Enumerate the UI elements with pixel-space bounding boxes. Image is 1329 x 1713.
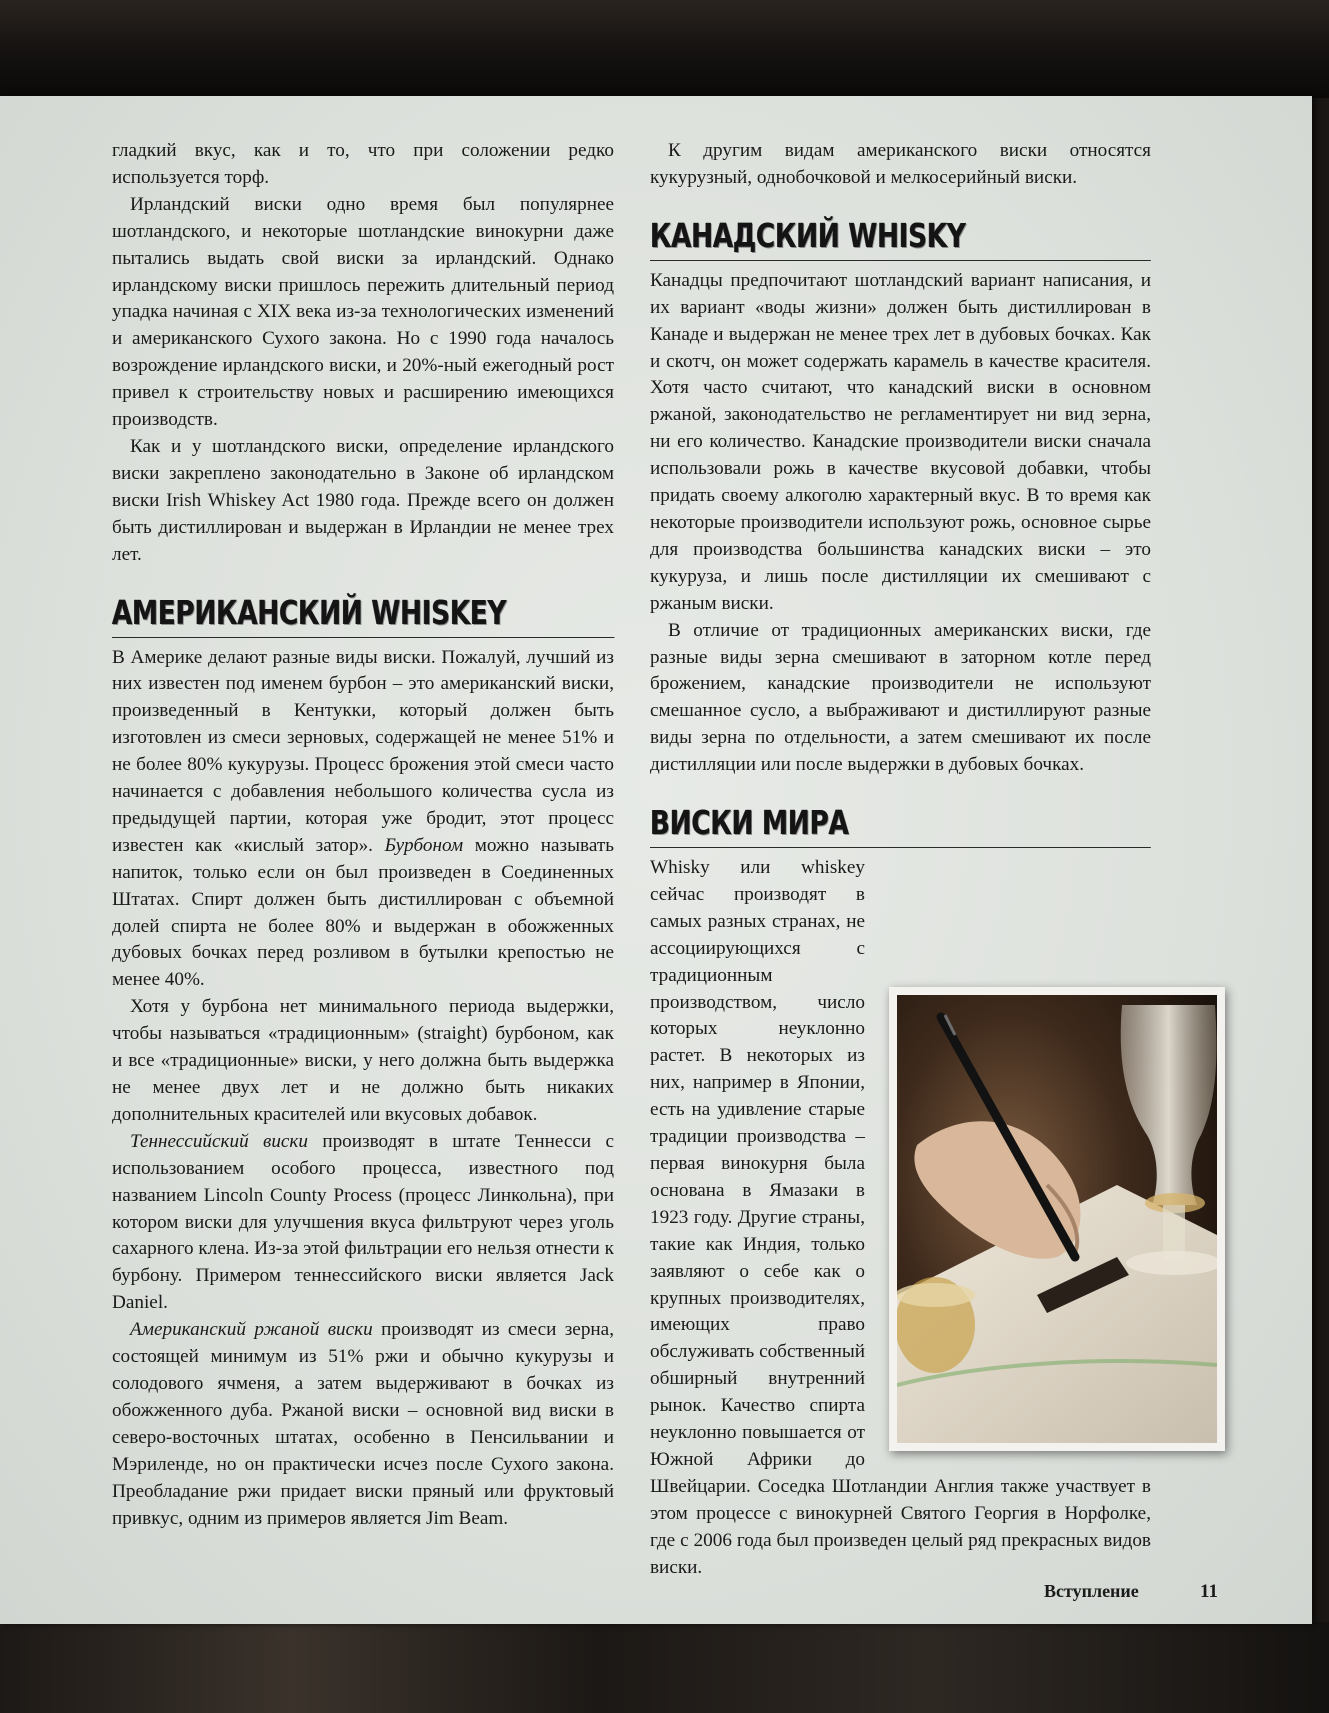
- p4-text-b: можно называть напиток, только если он был произведен в Соединенных Штатах. Спирт должен быть дистиллирован с объемной долей спирта не более 80% и выдержан в обожженных дубовых бочках перед розливом в бутылки крепостью не менее 40%.: [112, 834, 614, 991]
- left-paragraph-6: [112, 1129, 614, 1317]
- world-whisky-heading: ВИСКИ МИРА: [650, 803, 1151, 848]
- page-number: 11: [1200, 1581, 1218, 1602]
- right-paragraph-2: Канадцы предпочитают шотландский вариант написания, и их вариант «воды жизни» должен быть дистиллирован в Канаде и выдержан не менее трех лет в дубовых бочках. Как и скотч, он может содержать карамель в качестве красителя. Хотя часто считают, что канадский виски в основном ржаной, законодательство не регламентирует ни вид зерна, ни его количество. Канадские производители виски сначала использовали рожь в качестве вкусовой добавки, чтобы придать своему алкоголю характерный вкус. В то время как некоторые производители используют рожь, основное сырье для производства большинства канадских виски – это кукуруза, и лишь после дистилляции их смешивают с ржаным виски.: [650, 269, 1151, 614]
- p7-emphasis: Американский ржаной виски: [130, 1319, 373, 1341]
- canadian-whisky-heading: КАНАДСКИЙ WHISKY: [650, 216, 1151, 261]
- bottom-background-band: [0, 1622, 1329, 1713]
- left-column: [112, 138, 614, 1532]
- right-paragraph-3: В отличие от традиционных американских виски, где разные виды зерна смешивают в заторном котле перед брожением, канадские производители не используют смешанное сусло, а выбраживают и дистиллируют разные виды зерна по отдельности, а затем смешивают их после дистилляции или после выдержки в дубовых бочках.: [650, 619, 1151, 776]
- american-whiskey-heading: АМЕРИКАНСКИЙ WHISKEY: [112, 593, 614, 638]
- right-paragraph-4: [650, 855, 1151, 1581]
- left-paragraph-3: Как и у шотландского виски, определение ирландского виски закреплено законодательно в Законе об ирландском виски Irish Whiskey Act 1980 года. Прежде всего он должен быть дистиллирован и выдержан в Ирландии не менее трех лет.: [112, 435, 614, 565]
- p6-text: производят в штате Теннесси с использованием особого процесса, известного под названием Lincoln County Process (процесс Линкольна), при котором виски для улучшения вкуса фильтруют через уголь сахарного клена. Из-за этой фильтрации его нельзя отнести к бурбону. Примером теннессийского виски является Jack Daniel.: [112, 1130, 615, 1314]
- tasting-notes-photo: [889, 987, 1225, 1451]
- writing-hand-glass-image: [897, 995, 1217, 1443]
- p4-text: Whisky или whiskey сейчас производят в самых разных странах, не ассоциирующихся с традиционным производством, число которых неуклонно растет. В некоторых из них, например в Японии, есть на удивление старые традиции производства – первая винокурня была основана в Ямазаки в 1923 году. Другие страны, такие как Индия, только заявляют о себе как о крупных производителях, имеющих право обслуживать собственный обширный внутренний рынок. Качество спирта неуклонно повышается от Южной Африки до Швейцарии. Соседка Шотландии Англия также участвует в этом процессе с винокурней Святого Георгия в Норфолке, где с 2006 года был произведен целый ряд прекрасных видов виски.: [650, 857, 1151, 1578]
- left-paragraph-5: Хотя у бурбона нет минимального периода выдержки, чтобы называться «традиционным» (straight) бурбоном, как и все «традиционные» виски, у него должна быть выдержка не менее двух лет и не должно быть никаких дополнительных красителей или вкусовых добавок.: [112, 996, 614, 1125]
- p4-text-a: В Америке делают разные виды виски. Пожалуй, лучший из них известен под именем бурбон – это американский виски, произведенный в Кентукки, который должен быть изготовлен из смеси зерновых, содержащей не менее 51% и не более 80% кукурузы. Процесс брожения этой смеси часто начинается с добавления небольшого количества сусла из предыдущей партии, которая уже бродит, этот процесс известен как «кислый затор».: [112, 646, 614, 856]
- p6-emphasis: Теннессийский виски: [130, 1130, 309, 1152]
- right-paragraph-1: К другим видам американского виски относятся кукурузный, однобочковой и мелкосерийный виски.: [650, 140, 1151, 188]
- top-background-band: [0, 0, 1329, 98]
- left-paragraph-2: Ирландский виски одно время был популярнее шотландского, и некоторые шотландские винокурни даже пытались выдать свой виски за ирландский. Однако ирландскому виски пришлось пережить длительный период упадка начиная с XIX века из-за технологических изменений и американского Сухого закона. Но с 1990 года началось возрождение ирландского виски, и 20%-ный ежегодный рост привел к строительству новых и расширению имеющихся производств.: [112, 193, 614, 431]
- left-paragraph-1: гладкий вкус, как и то, что при соложении редко используется торф.: [112, 140, 614, 188]
- p4-emphasis: Бурбоном: [384, 834, 464, 856]
- footer-section-label: Вступление: [1044, 1581, 1139, 1601]
- left-paragraph-7: [112, 1317, 614, 1532]
- left-paragraph-4: [112, 645, 614, 995]
- p7-text: производят из смеси зерна, состоящей минимум из 51% ржи и обычно кукурузы и солодового ячменя, а затем выдерживают в бочках из обожженного дуба. Ржаной виски – основной вид виски в северо-восточных штатах, особенно в Пенсильвании и Мэриленде, но он практически исчез после Сухого закона. Преобладание ржи придает виски пряный или фруктовый привкус, одним из примеров является Jim Beam.: [112, 1319, 614, 1529]
- right-column: [650, 138, 1151, 1582]
